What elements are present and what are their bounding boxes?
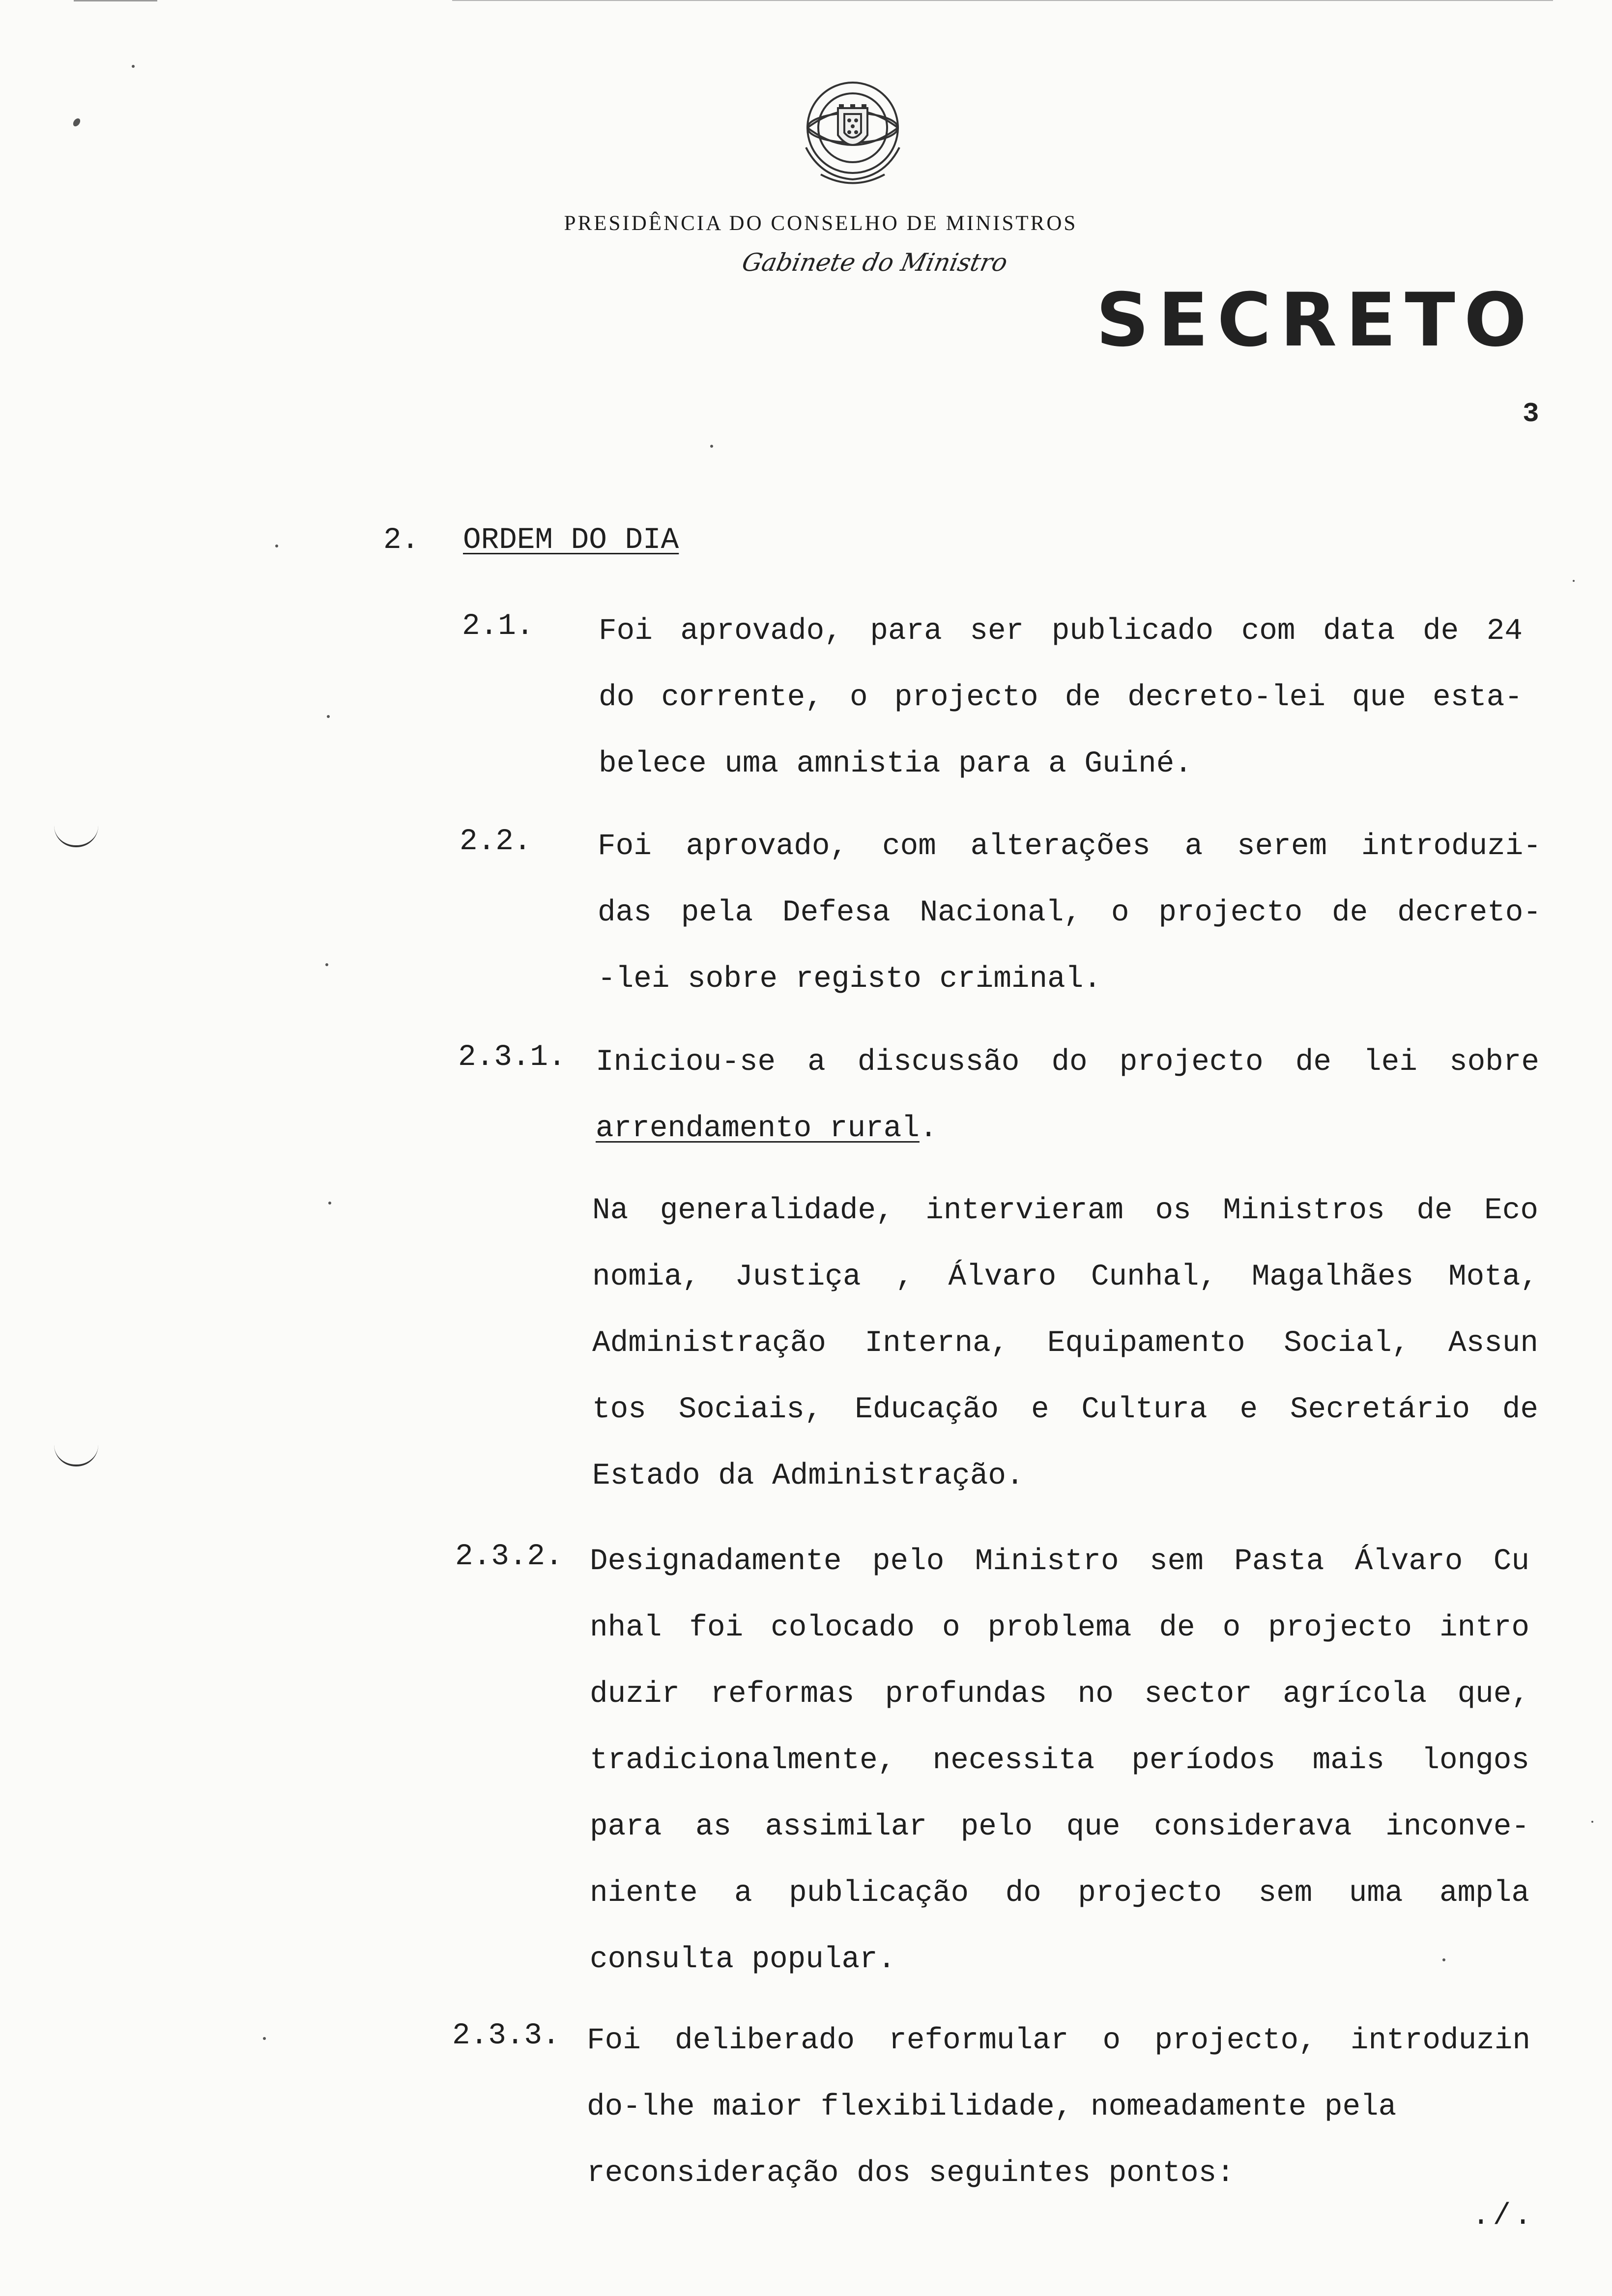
item-text: [587, 2008, 1530, 2207]
text-line: Estado da Administração.: [592, 1459, 1024, 1493]
text-line: consulta popular.: [590, 1943, 896, 1977]
cabinet-signature: Gabinete do Ministro: [739, 248, 1010, 277]
speck: [327, 715, 330, 718]
text-line: tos Sociais, Educação e Cultura e Secretário de: [592, 1393, 1538, 1427]
speck: [72, 117, 82, 128]
speck: [710, 445, 713, 448]
speck: [275, 545, 278, 547]
text-line: do-lhe maior flexibilidade, nomeadamente pela: [587, 2090, 1397, 2124]
speck: [1573, 580, 1575, 582]
text-line: nomia, Justiça , Álvaro Cunhal, Magalhães Mota,: [592, 1260, 1538, 1294]
text-line: Foi aprovado, para ser publicado com data de 24: [599, 614, 1523, 648]
text-line: Iniciou-se a discussão do projecto de lei sobre: [596, 1045, 1539, 1079]
text-line: Foi deliberado reformular o projecto, introduzin: [587, 2024, 1530, 2058]
text-line: duzir reformas profundas no sector agrícola que,: [590, 1677, 1529, 1711]
text-line: do corrente, o projecto de decreto-lei que esta-: [599, 681, 1523, 715]
underlined-subject: arrendamento rural: [596, 1112, 920, 1146]
text-line: -lei sobre registo criminal.: [598, 962, 1101, 996]
page-number: 3: [1523, 398, 1539, 430]
punch-hole-mark: [54, 826, 98, 847]
continuation-mark: ./.: [1472, 2199, 1535, 2233]
text-line: para as assimilar pelo que considerava inconve-: [590, 1810, 1529, 1844]
item-number: 2.1.: [462, 609, 534, 643]
text-line: belece uma amnistia para a Guiné.: [599, 747, 1192, 781]
text-line: das pela Defesa Nacional, o projecto de decreto-: [598, 896, 1541, 930]
speck: [263, 2037, 266, 2040]
item-text: [598, 813, 1541, 1012]
speck: [1591, 1821, 1593, 1823]
top-edge-mark: [74, 0, 157, 1]
item-number: 2.3.3.: [452, 2019, 560, 2053]
item-number: 2.3.2.: [455, 1540, 563, 1574]
item-number: 2.3.1.: [458, 1040, 566, 1074]
coat-of-arms-seal: [786, 74, 919, 201]
speck: [328, 1202, 331, 1205]
text-line: Na generalidade, intervieram os Ministros de Eco: [592, 1194, 1538, 1228]
text-line: reconsideração dos seguintes pontos:: [587, 2156, 1235, 2190]
item-text: [599, 598, 1523, 797]
speck: [1442, 1958, 1445, 1961]
text-line: Designadamente pelo Ministro sem Pasta Álvaro Cu: [590, 1545, 1529, 1578]
item-paragraph: [592, 1177, 1538, 1509]
sentence-end: .: [919, 1112, 938, 1146]
text-line: niente a publicação do projecto sem uma ampla: [590, 1876, 1529, 1910]
item-text: [596, 1029, 1539, 1162]
item-number: 2.2.: [460, 825, 532, 859]
speck: [132, 65, 135, 68]
top-edge-rule: [452, 0, 1553, 1]
organization-name: PRESIDÊNCIA DO CONSELHO DE MINISTROS: [564, 212, 1078, 235]
section-title: ORDEM DO DIA: [463, 523, 679, 557]
punch-hole-mark: [54, 1445, 98, 1466]
section-number: 2.: [383, 523, 420, 557]
text-line: tradicionalmente, necessita períodos mais longos: [590, 1744, 1529, 1778]
text-line: Administração Interna, Equipamento Social, Assun: [592, 1326, 1538, 1360]
classification-stamp: SECRETO: [1096, 278, 1536, 363]
item-text: [590, 1528, 1529, 1993]
text-line: nhal foi colocado o problema de o projecto intro: [590, 1611, 1529, 1645]
text-line: Foi aprovado, com alterações a serem introduzi-: [598, 830, 1541, 863]
speck: [325, 963, 328, 966]
